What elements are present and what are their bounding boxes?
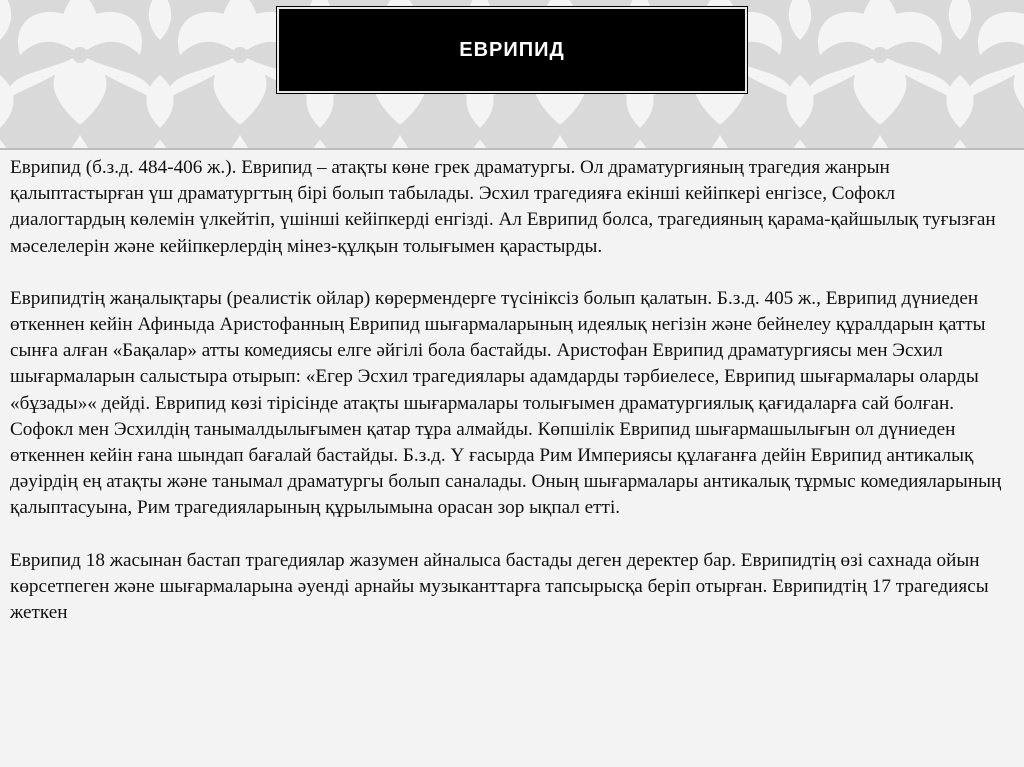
paragraph-1: Еврипид (б.з.д. 484-406 ж.). Еврипид – атақты көне грек драматургы. Ол драматургияның трагедия жанрын қалыптастырған үш драматургтың бірі болып табылады. Эсхил трагедияға екінші кейіпкері енгізсе, Софокл диалогтардың көлемін үлкейтіп, үшінші кейіпкерді енгізді. Ал Еврипид болса, трагедияның қарама-қайшылық туғызған мәселелерін және кейіпкерлердің мінез-құлқын толығымен қарастырды. [10,157,996,257]
paragraph-3: Еврипид 18 жасынан бастап трагедиялар жазумен айналыса бастады деген деректер бар. Еврипидтің өзі сахнада ойын көрсетпеген және шығармаларына әуенді арнайы музыканттарға тапсырысқа беріп отырған. Еврипидтің 17 трагедиясы жеткен [10,549,989,624]
title-box [277,7,747,93]
header-divider [0,148,1024,150]
paragraph-2: Еврипидтің жаңалықтары (реалистік ойлар) көрермендерге түсініксіз болып қалатын. Б.з.д. 405 ж., Еврипид дүниеден өткеннен кейін Афиныда Аристофанның Еврипид шығармаларының идеялық негізін және бейнелеу құралдарын қатты сынға алған «Бақалар» атты комедиясы елге әйгілі бола бастайды. Аристофан Еврипид драматургиясы мен Эсхил шығармаларын салыстыра отырып: «Егер Эсхил трагедиялары адамдарды тәрбиелесе, Еврипид шығармалары оларды «бұзады»« дейді. Еврипид көзі тірісінде атақты шығармалары толығымен драматургиялық қағидаларға сай болған. Софокл мен Эсхилдің танымалдылығымен қатар тұра алмайды. Көпшілік Еврипид шығармашылығын ол дүниеден өткеннен кейін ғана шындап бағалай бастайды. Б.з.д. Ү ғасырда Рим Империясы құлағанға дейін Еврипид антикалық дәуірдің ең атақты және танымал драматургы болып саналады. Оның шығармалары антикалық тұрмыс комедияларының қалыптасуына, Рим трагедияларының құрылымына орасан зор ықпал етті. [10,287,1002,519]
slide-title: ЕВРИПИД [459,38,565,61]
slide-body [10,155,1014,626]
